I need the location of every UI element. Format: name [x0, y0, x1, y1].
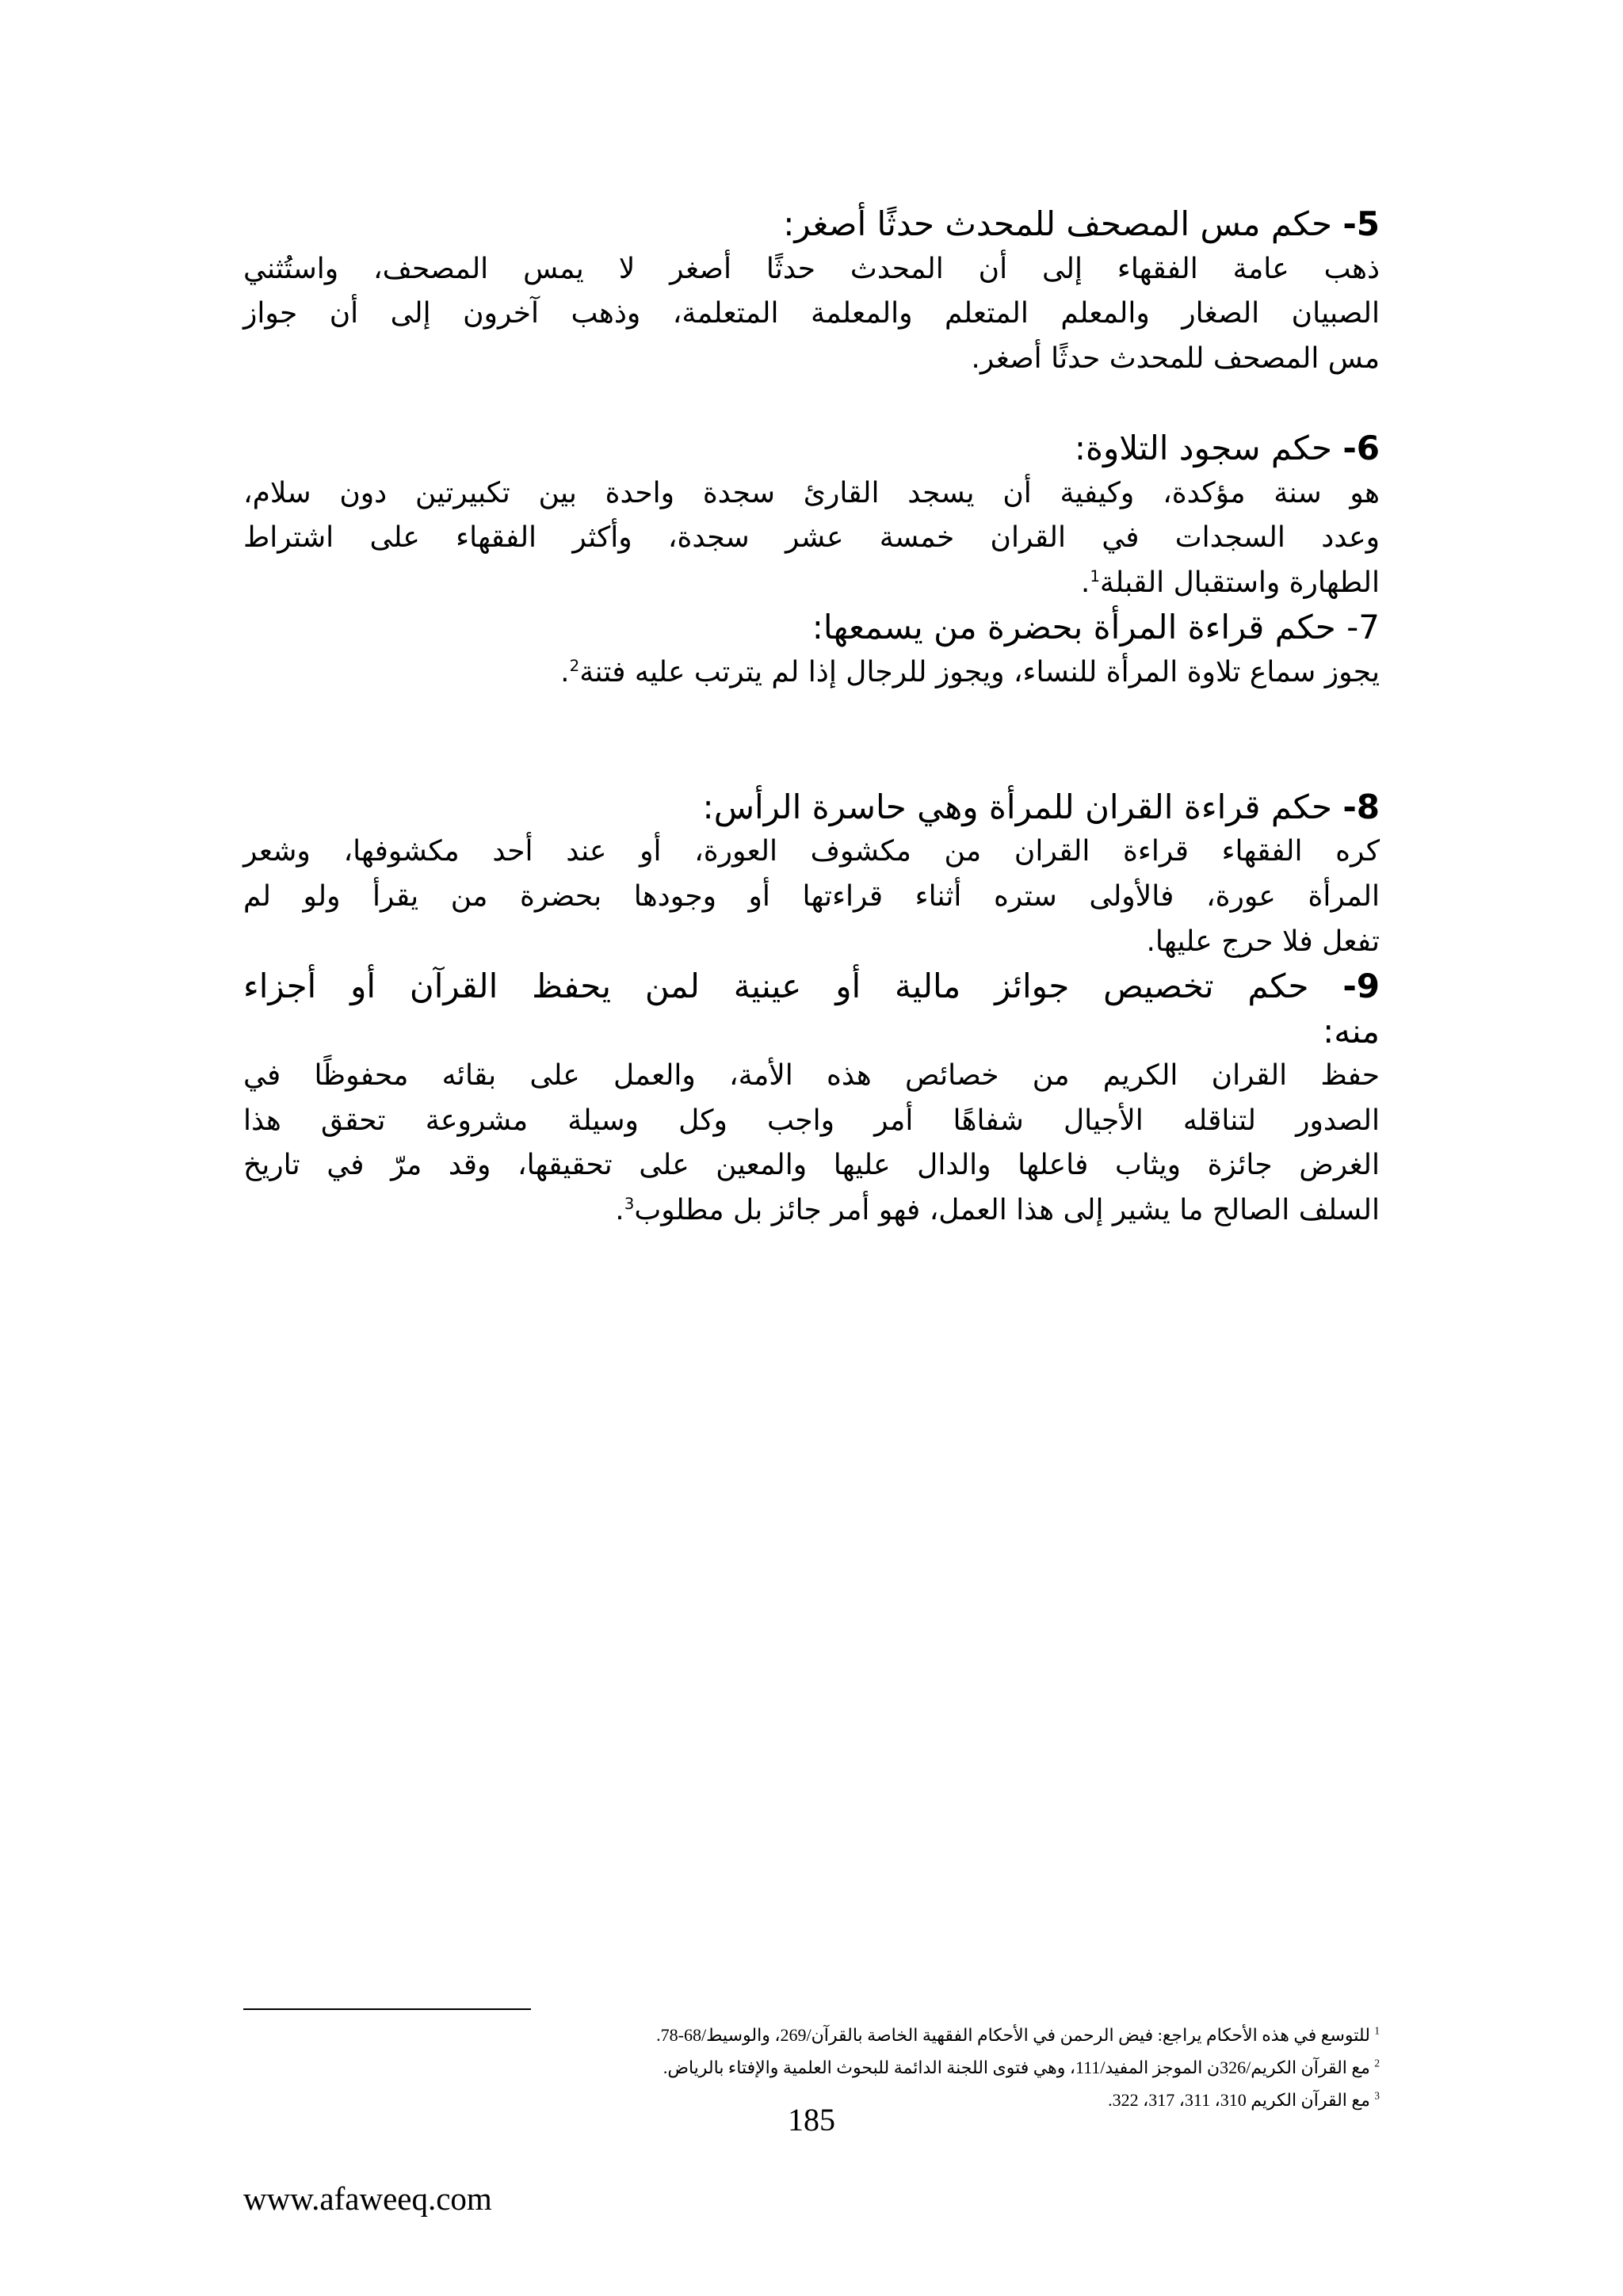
blank-line [243, 740, 1380, 785]
section-number: 6- [1342, 428, 1380, 467]
footnote-text: مع القرآن الكريم 310، 311، 317، 322. [1108, 2090, 1370, 2110]
body-line: وعدد السجدات في القران خمسة عشر سجدة، وأكثر الفقهاء على اشتراط [243, 521, 1380, 555]
section-heading [243, 202, 1380, 247]
footnote-mark: 1 [1374, 2024, 1380, 2037]
section-heading-text: حكم قراءة القران للمرأة وهي حاسرة الرأس: [702, 787, 1332, 826]
body-line: مس المصحف للمحدث حدثًا أصغر. [971, 341, 1380, 375]
section-heading [243, 964, 1380, 1009]
body-line [243, 1188, 1380, 1234]
footnote-ref: 2 [569, 656, 580, 675]
body-line: الصبيان الصغار والمعلم المتعلم والمعلمة المتعلمة، وذهب آخرون إلى أن جواز [243, 297, 1380, 330]
footnote [243, 2051, 1380, 2084]
body-line: هو سنة مؤكدة، وكيفية أن يسجد القارئ سجدة واحدة بين تكبيرتين دون سلام، [243, 476, 1380, 509]
body-text-end: . [615, 1194, 624, 1227]
section-heading-text: حكم قراءة المرأة بحضرة من يسمعها: [812, 608, 1336, 647]
footnote-text: للتوسع في هذه الأحكام يراجع: فيض الرحمن في الأحكام الفقهية الخاصة بالقرآن/269، والوسيط/68-78. [656, 2025, 1370, 2045]
section-heading [243, 785, 1380, 830]
body-text: يجوز سماع تلاوة المرأة للنساء، ويجوز للرجال إذا لم يترتب عليه فتنة [579, 655, 1380, 688]
section-heading [243, 426, 1380, 471]
body-line: ذهب عامة الفقهاء إلى أن المحدث حدثًا أصغر لا يمس المصحف، واستُثني [243, 252, 1380, 285]
footnote-ref: 1 [1090, 566, 1100, 585]
main-text [243, 202, 1380, 1234]
section-heading [243, 605, 1380, 650]
section-number: 8- [1342, 787, 1380, 826]
blank-line [243, 381, 1380, 426]
body-text-end: . [1080, 566, 1090, 599]
footnote-text: مع القرآن الكريم/326ن الموجز المفيد/111، وهي فتوى اللجنة الدائمة للبحوث العلمية والإفتاء بالرياض. [663, 2058, 1370, 2077]
footer-url: www.afaweeq.com [243, 2180, 492, 2217]
section-heading-continued: منه: [1323, 1011, 1380, 1051]
body-line [243, 650, 1380, 696]
body-text: السلف الصالح ما يشير إلى هذا العمل، فهو أمر جائز بل مطلوب [634, 1194, 1380, 1227]
section-heading-text: حكم سجود التلاوة: [1074, 428, 1332, 467]
body-line: حفظ القران الكريم من خصائص هذه الأمة، والعمل على بقائه محفوظًا في [243, 1059, 1380, 1093]
body-line: تفعل فلا حرج عليها. [1146, 925, 1380, 958]
section-number: 7- [1346, 608, 1380, 647]
footnote-separator [243, 2008, 531, 2010]
body-text-end: . [560, 655, 570, 688]
body-line [243, 561, 1380, 606]
footnote-ref: 3 [624, 1195, 635, 1214]
body-text: الطهارة واستقبال القبلة [1099, 566, 1380, 599]
footnote-mark: 3 [1374, 2089, 1380, 2102]
footnote [243, 2019, 1380, 2051]
section-number: 9- [1342, 967, 1381, 1006]
page-number: 185 [788, 2102, 835, 2138]
body-line: الصدور لتناقله الأجيال شفاهًا أمر واجب وكل وسيلة مشروعة تحقق هذا [243, 1104, 1380, 1137]
body-line: المرأة عورة، فالأولى ستره أثناء قراءتها أو وجودها بحضرة من يقرأ ولو لم [243, 879, 1380, 913]
blank-line [243, 696, 1380, 741]
section-heading-text: حكم تخصيص جوائز مالية أو عينية لمن يحفظ القرآن أو أجزاء [243, 967, 1309, 1006]
section-heading-text: حكم مس المصحف للمحدث حدثًا أصغر: [783, 204, 1332, 243]
section-number: 5- [1342, 204, 1380, 243]
footnote-mark: 2 [1374, 2057, 1380, 2069]
body-line: الغرض جائزة ويثاب فاعلها والدال عليها والمعين على تحقيقها، وقد مرّ في تاريخ [243, 1149, 1380, 1182]
body-line: كره الفقهاء قراءة القران من مكشوف العورة، أو عند أحد مكشوفها، وشعر [243, 835, 1380, 868]
